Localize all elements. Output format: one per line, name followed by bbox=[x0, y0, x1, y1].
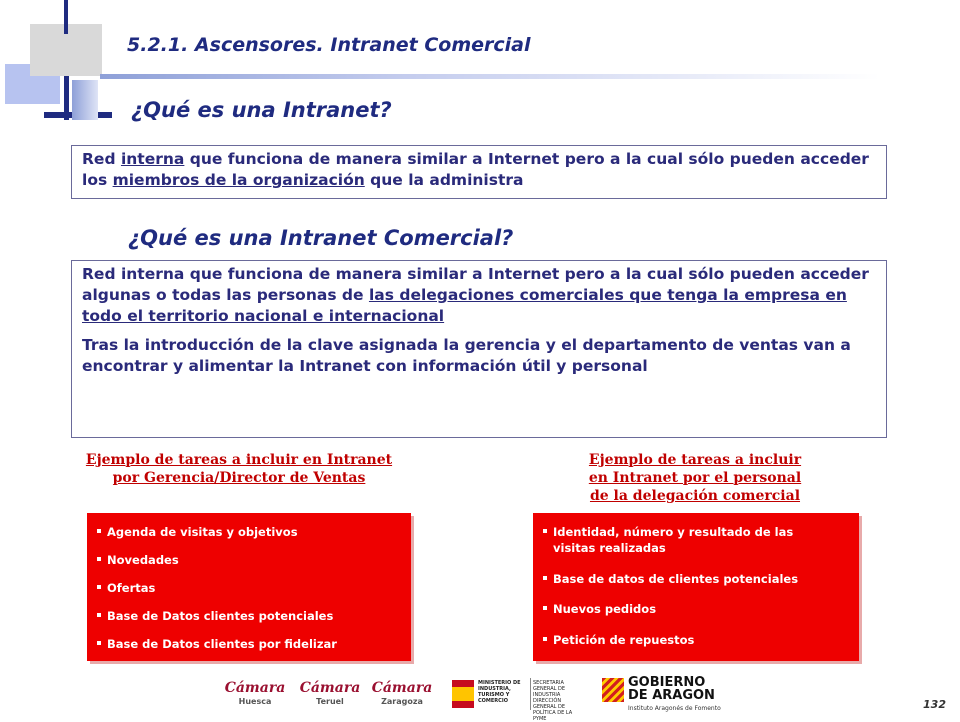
aragon-flag-icon bbox=[602, 678, 624, 702]
list-item-continuation: visitas realizadas bbox=[553, 541, 666, 555]
definition-comercial-box bbox=[71, 260, 887, 438]
page-number: 132 bbox=[923, 698, 946, 711]
header-rule bbox=[100, 74, 880, 79]
coat-of-arms-icon bbox=[452, 680, 474, 708]
question-intranet: ¿Qué es una Intranet? bbox=[131, 98, 392, 122]
definition-intranet-text: Red interna que funciona de manera similar a Internet pero a la cual sólo pueden acceder los miembros de la organización que la administra bbox=[82, 150, 869, 189]
list-item: Novedades bbox=[97, 553, 179, 567]
list-item: Nuevos pedidos bbox=[543, 602, 656, 616]
left-tasks-box bbox=[87, 513, 411, 661]
list-item: Ofertas bbox=[97, 581, 155, 595]
list-item: Identidad, número y resultado de las bbox=[543, 525, 793, 539]
list-item: Petición de repuestos bbox=[543, 633, 694, 647]
camara-zaragoza-logo: Cámara Zaragoza bbox=[371, 680, 433, 706]
question-intranet-comercial: ¿Qué es una Intranet Comercial? bbox=[128, 226, 514, 250]
definition-comercial-text: Red interna que funciona de manera similar a Internet pero a la cual sólo pueden acceder algunas o todas las personas de las delegaciones comerciales que tenga la empresa en todo el territorio nacional e internacional bbox=[82, 265, 869, 325]
definition-comercial-access-text: Tras la introducción de la clave asignada la gerencia y el departamento de ventas van a encontrar y alimentar la Intranet con información útil y personal bbox=[82, 336, 851, 375]
camara-teruel-logo: Cámara Teruel bbox=[299, 680, 361, 706]
right-example-heading: Ejemplo de tareas a incluir en Intranet por el personal de la delegación comercial bbox=[588, 452, 802, 504]
list-item: Base de Datos clientes potenciales bbox=[97, 609, 333, 623]
list-item: Base de Datos clientes por fidelizar bbox=[97, 637, 337, 651]
page-title: 5.2.1. Ascensores. Intranet Comercial bbox=[127, 34, 531, 56]
camara-huesca-logo: Cámara Huesca bbox=[224, 680, 286, 706]
right-tasks-box bbox=[533, 513, 859, 661]
list-item: Agenda de visitas y objetivos bbox=[97, 525, 298, 539]
left-example-heading: Ejemplo de tareas a incluir en Intranet por Gerencia/Director de Ventas bbox=[85, 452, 393, 486]
header-decor bbox=[0, 0, 130, 125]
ministerio-logo: MINISTERIO DE INDUSTRIA, TURISMO Y COMERCIO SECRETARIA GENERAL DE INDUSTRIA DIRECCIÓN GENERAL DE POLÍTICA DE LA PYME bbox=[452, 678, 586, 712]
definition-intranet-box bbox=[71, 145, 887, 199]
list-item: Base de datos de clientes potenciales bbox=[543, 572, 798, 586]
gobierno-aragon-logo: GOBIERNO DE ARAGON Instituto Aragonés de Fomento bbox=[602, 676, 732, 716]
